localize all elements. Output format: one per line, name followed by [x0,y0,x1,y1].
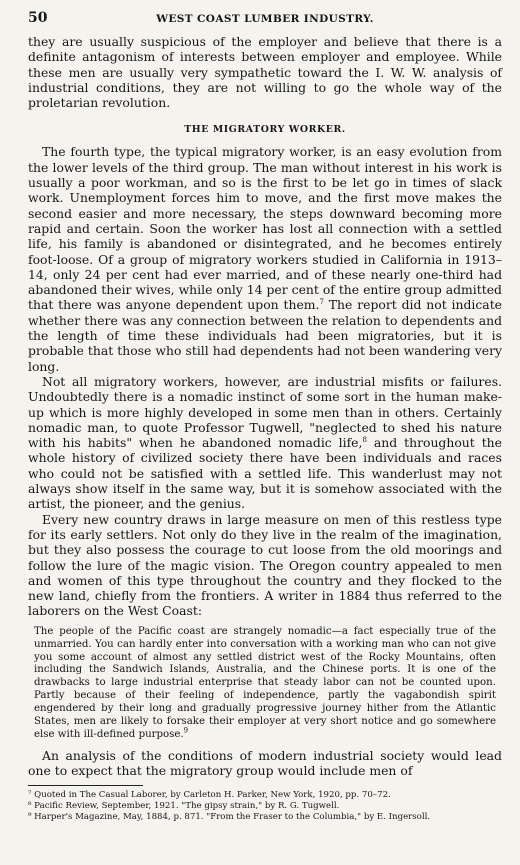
footnote-7: ⁷ Quoted in The Casual Laborer, by Carleton H. Parker, New York, 1920, pp. 70–72. [28,790,391,801]
paragraph-1-text-b: The report did not indicate whether there was any connection between the relation to dependents and the length of time these individuals had been migratories, but it is probable that those who still had dependents had not been wandering very long. [28,297,503,374]
paragraph-1-text-a: The fourth type, the typical migratory worker, is an easy evolution from the lower levels of the third group. The man without interest in his work is usually a poor workman, and so is the first to be let go in times of slack work. Unemployment forces him to move, and the first move makes the second easier and more necessary, the steps downward becoming more rapid and certain. Soon the worker has lost all connection with a settled life, his family is abandoned or disintegrated, and he becomes entirely foot-loose. Of a group of migratory workers studied in California in 1913–14, only 24 per cent had ever married, and of these nearly one-third had abandoned their wives, while only 14 per cent of the entire group admitted that there was anyone dependent upon them. [28,144,502,313]
page-number: 50 [28,10,48,26]
section-heading: THE MIGRATORY WORKER. [184,124,346,136]
footnote-divider [28,785,143,786]
paragraph-2-text-b: and throughout the whole history of civilized society there have been individuals and races who could not be satisfied with a settled life. This wanderlust may not always show itself in the same way, but it is somehow associated with the artist, the pioneer, and the genius. [28,435,502,512]
block-quote-text: The people of the Pacific coast are strangely nomadic—a fact especially true of the unmarried. You can hardly enter into conversation with a working man who can not give you some account of almost any settled district west of the Rocky Mountains, often including the Sandwich Islands, Australia, and the Chinese ports. It is one of the drawbacks to large industrial enterprise that steady labor can not be counted upon. Partly because of their feeling of independence, partly the vagabondish spirit engendered by their long and gradually progressive journey hither from the Atlantic States, men are likely to forsake their employer at very short notice and go somewhere else with ill-defined purpose. [34,625,496,740]
footnote-marker-7: 7 [319,298,324,307]
paragraph-1 [28,144,502,373]
block-quote-paragraph [34,626,496,742]
footnote-marker-8: 8 [362,436,367,444]
paragraph-3: Every new country draws in large measure on men of this restless type for its early settlers. Not only do they live in the realm of the imagination, but they also possess the courage to cut loose from the old moorings and follow the lure of the magic vision. The Oregon country appealed to men and women of this type throughout the country and they flocked to the new land, chiefly from the frontiers. A writer in 1884 thus referred to the laborers on the West Coast: [28,511,502,619]
footnote-marker-9: 9 [183,726,189,735]
paragraph-intro: they are usually suspicious of the employer and believe that there is a definite antagonism of interests between employer and employee. While these men are usually very sympathetic toward the I. W. W. analysis of industrial conditions, they are not willing to go the whole way of the proletarian revolution. [28,34,502,111]
paragraph-2-text-a: Not all migratory workers, however, are industrial misfits or failures. Undoubtedly there is a nomadic instinct of some sort in the human make-up which is more highly developed in some men than in others. Certainly nomadic man, to quote Professor Tugwell, "neglected to shed his nature with his habits" when he abandoned nomadic life, [28,373,502,451]
paragraph-4: An analysis of the conditions of modern industrial society would lead one to expect that the migratory group would include men of [28,747,502,779]
paragraph-2 [28,374,502,512]
block-quote [34,626,496,742]
footnote-8: ⁸ Pacific Review, September, 1921. "The gipsy strain," by R. G. Tugwell. [28,801,340,812]
page-header [28,10,502,34]
footnote-9: ⁹ Harper's Magazine, May, 1884, p. 871. "From the Fraser to the Columbia," by E. Ingersoll. [28,811,431,822]
running-title: WEST COAST LUMBER INDUSTRY. [156,13,374,25]
